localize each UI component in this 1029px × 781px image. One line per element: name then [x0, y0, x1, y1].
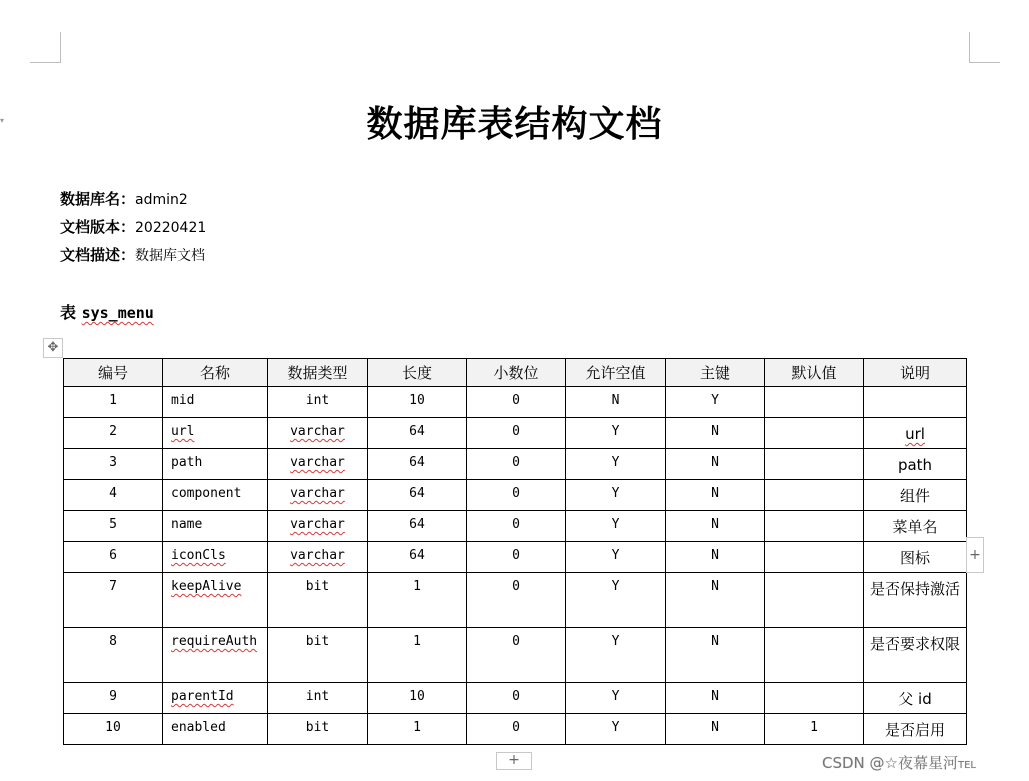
- cell-length-text: 1: [413, 579, 421, 594]
- cell-description: [864, 683, 967, 714]
- cell-default: [765, 628, 864, 683]
- cell-length: [368, 387, 467, 418]
- cell-length-text: 64: [409, 486, 425, 501]
- cell-data-type-text: varchar: [290, 517, 345, 532]
- cell-name: [163, 449, 268, 480]
- page-corner-top-right: [969, 32, 1000, 63]
- cell-length-text: 64: [409, 517, 425, 532]
- cell-number-text: 4: [109, 486, 117, 501]
- cell-number: [64, 628, 163, 683]
- cell-default: [765, 418, 864, 449]
- cell-data-type-text: varchar: [290, 548, 345, 563]
- cell-nullable-text: Y: [611, 579, 620, 594]
- cell-length-text: 10: [409, 393, 425, 408]
- cell-primary-key-text: N: [711, 548, 719, 563]
- cell-description: [864, 418, 967, 449]
- column-header: 小数位: [467, 359, 566, 387]
- meta-label: 文档描述：: [60, 246, 136, 264]
- meta-label: 文档版本：: [60, 218, 136, 236]
- cell-name: [163, 573, 268, 628]
- cell-primary-key: [666, 418, 765, 449]
- table-heading-prefix: 表: [60, 303, 82, 322]
- watermark: [822, 752, 976, 773]
- cell-scale-text: 0: [512, 634, 520, 649]
- cell-name-text: keepAlive: [171, 579, 242, 594]
- cell-primary-key: [666, 714, 765, 745]
- cell-nullable: [566, 511, 666, 542]
- cell-primary-key-text: N: [711, 424, 719, 439]
- cell-number-text: 7: [109, 579, 117, 594]
- cell-scale: [467, 511, 566, 542]
- cell-primary-key-text: Y: [711, 393, 719, 408]
- page-corner-top-left: [30, 32, 61, 63]
- table-header-row: [64, 359, 967, 387]
- cell-data-type: [268, 449, 368, 480]
- cell-scale: [467, 628, 566, 683]
- cell-nullable-text: Y: [611, 455, 620, 470]
- cell-number: [64, 418, 163, 449]
- cell-data-type: [268, 480, 368, 511]
- cell-data-type: [268, 511, 368, 542]
- cell-data-type: [268, 628, 368, 683]
- cell-length-text: 64: [409, 424, 425, 439]
- cell-nullable-text: Y: [611, 486, 620, 501]
- cell-scale-text: 0: [512, 579, 520, 594]
- cell-scale: [467, 418, 566, 449]
- cell-primary-key: [666, 542, 765, 573]
- cell-scale-text: 0: [512, 720, 520, 735]
- column-header: 长度: [368, 359, 467, 387]
- meta-value: admin2: [135, 192, 188, 208]
- cell-scale-text: 0: [512, 689, 520, 704]
- cell-data-type-text: varchar: [290, 424, 345, 439]
- cell-scale: [467, 573, 566, 628]
- schema-table: [63, 358, 967, 745]
- add-row-button[interactable]: +: [496, 752, 532, 770]
- meta-document-description: [60, 242, 206, 270]
- cell-primary-key: [666, 449, 765, 480]
- cell-nullable-text: Y: [611, 720, 620, 735]
- cell-length: [368, 418, 467, 449]
- cell-name: [163, 387, 268, 418]
- cell-data-type: [268, 387, 368, 418]
- table-row: [64, 449, 967, 480]
- cell-data-type-text: int: [305, 393, 330, 408]
- cell-data-type: [268, 683, 368, 714]
- cell-description: [864, 480, 967, 511]
- table-row: [64, 511, 967, 542]
- watermark-text: CSDN @☆夜幕星河: [822, 754, 958, 772]
- cell-default: [765, 387, 864, 418]
- cell-number: [64, 683, 163, 714]
- cell-scale: [467, 449, 566, 480]
- meta-database-name: [60, 186, 206, 214]
- cell-scale-text: 0: [512, 486, 520, 501]
- cell-length-text: 64: [409, 455, 425, 470]
- cell-nullable: [566, 449, 666, 480]
- watermark-suffix: TEL: [957, 760, 976, 771]
- cell-name-text: component: [171, 486, 242, 501]
- column-header: 主键: [666, 359, 765, 387]
- cell-default: [765, 511, 864, 542]
- cell-length: [368, 511, 467, 542]
- cell-description-text: 组件: [899, 487, 930, 505]
- cell-default-text: 1: [810, 720, 818, 735]
- cell-number-text: 8: [109, 634, 117, 649]
- cell-description: [864, 542, 967, 573]
- table-row: [64, 480, 967, 511]
- cell-description-text: 是否要求权限: [869, 635, 960, 653]
- cell-length: [368, 480, 467, 511]
- meta-value: 20220421: [135, 220, 207, 236]
- cell-length: [368, 573, 467, 628]
- cell-length: [368, 449, 467, 480]
- cell-number-text: 2: [109, 424, 117, 439]
- cell-scale: [467, 683, 566, 714]
- cell-primary-key: [666, 480, 765, 511]
- meta-document-version: [60, 214, 206, 242]
- cell-description-text: 菜单名: [892, 518, 938, 536]
- cell-description-text: 是否启用: [884, 721, 945, 739]
- cell-data-type: [268, 418, 368, 449]
- cell-data-type: [268, 542, 368, 573]
- table-row: [64, 387, 967, 418]
- cell-nullable-text: Y: [611, 517, 620, 532]
- cell-nullable: [566, 683, 666, 714]
- table-move-handle[interactable]: [43, 338, 63, 358]
- cell-length: [368, 683, 467, 714]
- cell-description-text: url: [905, 425, 925, 443]
- cell-length-text: 1: [413, 634, 421, 649]
- cell-scale: [467, 387, 566, 418]
- cell-nullable: [566, 387, 666, 418]
- cell-number: [64, 573, 163, 628]
- margin-caret-icon: ▾: [0, 116, 5, 125]
- cell-nullable-text: Y: [611, 548, 620, 563]
- cell-data-type: [268, 714, 368, 745]
- cell-description: [864, 449, 967, 480]
- cell-scale-text: 0: [512, 548, 520, 563]
- cell-name-text: mid: [171, 393, 195, 408]
- cell-primary-key: [666, 573, 765, 628]
- column-header: 默认值: [765, 359, 864, 387]
- cell-nullable: [566, 573, 666, 628]
- cell-primary-key: [666, 683, 765, 714]
- cell-primary-key-text: N: [711, 486, 719, 501]
- cell-nullable: [566, 714, 666, 745]
- column-header: 名称: [163, 359, 268, 387]
- cell-data-type-text: bit: [305, 634, 330, 649]
- cell-name-text: requireAuth: [171, 634, 258, 649]
- table-row: [64, 542, 967, 573]
- table-row: [64, 418, 967, 449]
- cell-nullable: [566, 542, 666, 573]
- meta-label: 数据库名：: [60, 190, 136, 208]
- cell-default: [765, 714, 864, 745]
- cell-primary-key-text: N: [711, 634, 719, 649]
- cell-description-text: 父 id: [898, 690, 932, 708]
- cell-description: [864, 714, 967, 745]
- cell-nullable: [566, 628, 666, 683]
- cell-name: [163, 542, 268, 573]
- cell-default: [765, 573, 864, 628]
- cell-length-text: 64: [409, 548, 425, 563]
- cell-nullable-text: N: [611, 393, 620, 408]
- cell-data-type-text: varchar: [290, 455, 345, 470]
- cell-number-text: 6: [109, 548, 117, 563]
- cell-primary-key-text: N: [711, 689, 719, 704]
- table-row: [64, 628, 967, 683]
- cell-primary-key: [666, 511, 765, 542]
- cell-primary-key: [666, 387, 765, 418]
- cell-scale-text: 0: [512, 424, 520, 439]
- cell-default: [765, 449, 864, 480]
- cell-description-text: 图标: [899, 549, 930, 567]
- cell-length: [368, 628, 467, 683]
- cell-primary-key-text: N: [711, 455, 719, 470]
- meta-value: 数据库文档: [135, 248, 206, 264]
- cell-number: [64, 387, 163, 418]
- cell-description-text: path: [897, 456, 933, 474]
- cell-number: [64, 542, 163, 573]
- add-column-button[interactable]: +: [966, 537, 984, 573]
- column-header: 说明: [864, 359, 967, 387]
- cell-default: [765, 480, 864, 511]
- cell-description: [864, 511, 967, 542]
- cell-name-text: path: [171, 455, 203, 470]
- cell-name: [163, 480, 268, 511]
- cell-nullable-text: Y: [611, 689, 620, 704]
- cell-data-type-text: varchar: [290, 486, 345, 501]
- cell-number-text: 1: [109, 393, 117, 408]
- cell-description: [864, 628, 967, 683]
- cell-number: [64, 480, 163, 511]
- cell-description-text: 是否保持激活: [869, 580, 960, 598]
- cell-scale-text: 0: [512, 517, 520, 532]
- table-row: [64, 714, 967, 745]
- cell-default: [765, 542, 864, 573]
- table-row: [64, 683, 967, 714]
- cell-description: [864, 573, 967, 628]
- cell-primary-key: [666, 628, 765, 683]
- table-row: [64, 573, 967, 628]
- cell-name: [163, 418, 268, 449]
- cell-length: [368, 542, 467, 573]
- move-icon: ✥: [47, 340, 59, 355]
- table-body: [64, 387, 967, 745]
- column-header: 允许空值: [566, 359, 666, 387]
- cell-scale: [467, 480, 566, 511]
- cell-number-text: 3: [109, 455, 117, 470]
- cell-length-text: 1: [413, 720, 421, 735]
- cell-name: [163, 511, 268, 542]
- cell-primary-key-text: N: [711, 517, 719, 532]
- cell-number-text: 9: [109, 689, 117, 704]
- cell-scale-text: 0: [512, 455, 520, 470]
- cell-data-type-text: bit: [305, 720, 330, 735]
- cell-name-text: url: [171, 424, 195, 439]
- cell-number: [64, 511, 163, 542]
- table-name: sys_menu: [81, 304, 154, 322]
- cell-description: [864, 387, 967, 418]
- cell-data-type: [268, 573, 368, 628]
- cell-scale: [467, 714, 566, 745]
- cell-primary-key-text: N: [711, 720, 719, 735]
- cell-data-type-text: int: [305, 689, 330, 704]
- cell-length: [368, 714, 467, 745]
- cell-scale: [467, 542, 566, 573]
- cell-name-text: iconCls: [171, 548, 226, 563]
- cell-name: [163, 714, 268, 745]
- cell-name: [163, 683, 268, 714]
- table-heading: [60, 300, 154, 323]
- cell-scale-text: 0: [512, 393, 520, 408]
- column-header: 编号: [64, 359, 163, 387]
- cell-nullable-text: Y: [611, 424, 620, 439]
- document-meta: [60, 186, 206, 270]
- cell-number: [64, 714, 163, 745]
- cell-nullable: [566, 418, 666, 449]
- cell-length-text: 10: [409, 689, 425, 704]
- cell-primary-key-text: N: [711, 579, 719, 594]
- cell-nullable-text: Y: [611, 634, 620, 649]
- cell-number-text: 5: [109, 517, 117, 532]
- cell-name-text: parentId: [171, 689, 234, 704]
- cell-default: [765, 683, 864, 714]
- document-title: 数据库表结构文档: [366, 103, 663, 145]
- cell-data-type-text: bit: [305, 579, 330, 594]
- cell-name-text: enabled: [171, 720, 226, 735]
- cell-name: [163, 628, 268, 683]
- cell-nullable: [566, 480, 666, 511]
- cell-number-text: 10: [105, 720, 121, 735]
- column-header: 数据类型: [268, 359, 368, 387]
- cell-number: [64, 449, 163, 480]
- cell-name-text: name: [171, 517, 203, 532]
